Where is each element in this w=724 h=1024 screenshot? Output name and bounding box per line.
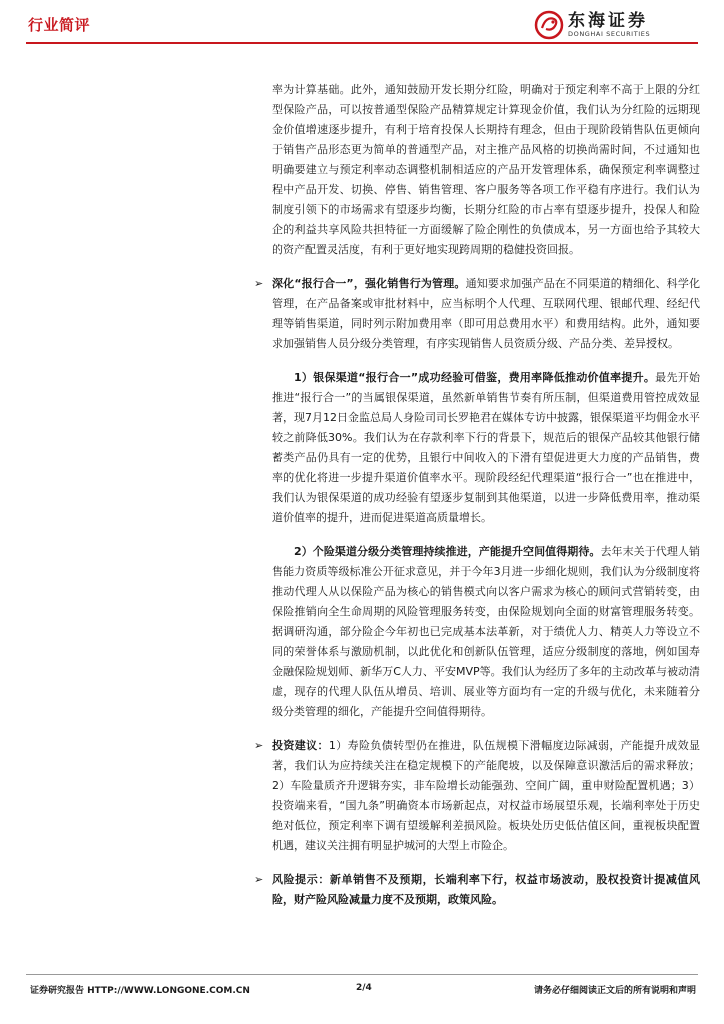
- footer-source-link[interactable]: 证券研究报告 HTTP://WWW.LONGONE.COM.CN: [30, 986, 250, 996]
- arrow-bullet-icon: ➢: [254, 873, 264, 886]
- paragraph-text: 1）寿险负债转型仍在推进，队伍规模下滑幅度边际减弱，产能提升成效显著，我们认为应持续关注在稳定规模下的产能爬坡，以及保障意识激活后的需求释放；2）车险量质齐升逻辑夯实，非车险增长动能强劲、空间广阔，重申财险配置机遇；3）投资端来看，“国九条”明确资本市场新起点，对权益市场展望乐观，长端利率处于历史绝对低位，预定利率下调有望缓解利差损风险。板块处历史低估值区间，重视板块配置机遇，建议关注拥有明显护城河的大型上市险企。: [272, 739, 701, 852]
- logo-english-name: DONGHAI SECURITIES: [568, 29, 651, 38]
- paragraph-risk-warning: [272, 870, 700, 910]
- paragraph-agent-channel: [272, 542, 700, 722]
- paragraph-bancassurance: [272, 368, 700, 528]
- bold-lead: 1）银保渠道“报行合一”成功经验可借鉴，费用率降低推动价值率提升。: [294, 371, 656, 384]
- paragraph-text: 最先开始推进“报行合一”的当属银保渠道，虽然新单销售节奏有所压制，但渠道费用管控成效显著，现7月12日金监总局人身险司司长罗艳君在媒体专访中披露，银保渠道平均佣金水平较之前降低30%。我们认为在存款利率下行的背景下，规范后的银保产品较其他银行储蓄类产品仍具有一定的优势，且银行中间收入的下滑有望促进更大力度的产品销售，费率的优化将进一步提升渠道价值率水平。现阶段经纪代理渠道“报行合一”也在推进中，我们认为银保渠道的成功经验有望逐步复制到其他渠道，以进一步降低费用率，推动渠道价值率的提升，进而促进渠道高质量增长。: [272, 371, 700, 524]
- company-logo: [534, 8, 694, 42]
- paragraph-dividend-insurance: 率为计算基础。此外，通知鼓励开发长期分红险，明确对于预定利率不高于上限的分红型保险产品，可以按普通型保险产品精算规定计算现金价值，我们认为分红险的远期现金价值增速逐步提升，有利于培育投保人长期持有理念，但由于现阶段销售队伍更倾向于销售产品形态更为简单的普通型产品，对主推产品风格的切换尚需时间，不过通知也明确要建立与预定利率动态调整机制相适应的产品开发管理体系，确保预定利率调整过程中产品开发、切换、停售、销售管理、客户服务等各项工作平稳有序进行。我们认为制度引领下的市场需求有望逐步均衡，长期分红险的市占率有望逐步提升，投保人和险企的利益共享风险共担特征一方面缓解了险企刚性的负债成本，另一方面也给予其较大的资产配置灵活度，有利于更好地实现跨周期的稳健投资回报。: [272, 83, 700, 256]
- bullet-investment-advice: [254, 736, 701, 856]
- arrow-bullet-icon: ➢: [254, 739, 264, 752]
- footer-divider: [26, 974, 698, 975]
- page-number: 2/4: [356, 983, 372, 993]
- paragraph-text: 去年末关于代理人销售能力资质等级标准公开征求意见，并于今年3月进一步细化规则，我们认为分级制度将推动代理人从以保险产品为核心的销售模式向以客户需求为核心的顾问式营销转变，由保险推销向全生命周期的风险管理服务转变，由保险规划向全面的财富管理服务转变。据调研沟通，部分险企今年初也已完成基本法革新，对于绩优人力、精英人力等设立不同的荣誉体系与激励机制，以此优化和创新队伍管理，适应分级制度的落地，例如国寿金融保险规划师、新华万C人力、平安MVP等。我们认为经历了多年的主动改革与被动清虚，现存的代理人队伍从增员、培训、展业等方面均有一定的升级与优化，未来随着分级分类管理的细化，产能提升空间值得期待。: [272, 545, 701, 718]
- report-body: [254, 80, 701, 924]
- arrow-bullet-icon: ➢: [254, 277, 264, 290]
- header-title: 行业简评: [28, 16, 91, 34]
- header-divider: [26, 42, 698, 44]
- bold-lead: 深化“报行合一”，强化销售行为管理。: [272, 277, 466, 290]
- footer-disclaimer: 请务必仔细阅读正文后的所有说明和声明: [533, 986, 696, 996]
- paragraph-investment-advice: [272, 736, 700, 856]
- bold-lead: 风险提示：新单销售不及预期，长端利率下行，权益市场波动，股权投资计提减值风险，财产险风险减量力度不及预期，政策风险。: [272, 873, 700, 906]
- dragon-logo-icon: [534, 10, 564, 40]
- paragraph-sales-conduct: [272, 274, 700, 354]
- bold-lead: 2）个险渠道分级分类管理持续推进，产能提升空间值得期待。: [294, 545, 601, 558]
- bullet-risk-warning: [254, 870, 700, 910]
- logo-chinese-name: 东海证券: [568, 10, 648, 31]
- bullet-sales-conduct: [254, 274, 700, 354]
- paragraph-text: 通知要求加强产品在不同渠道的精细化、科学化管理，在产品备案或审批材料中，应当标明个人代理、互联网代理、银邮代理、经纪代理等销售渠道，同时列示附加费用率（即可用总费用水平）和费用结构。此外，通知要求加强销售人员分级分类管理，有序实现销售人员资质分级、产品分类、差异授权。: [272, 277, 700, 350]
- bold-lead: 投资建议：: [272, 739, 329, 752]
